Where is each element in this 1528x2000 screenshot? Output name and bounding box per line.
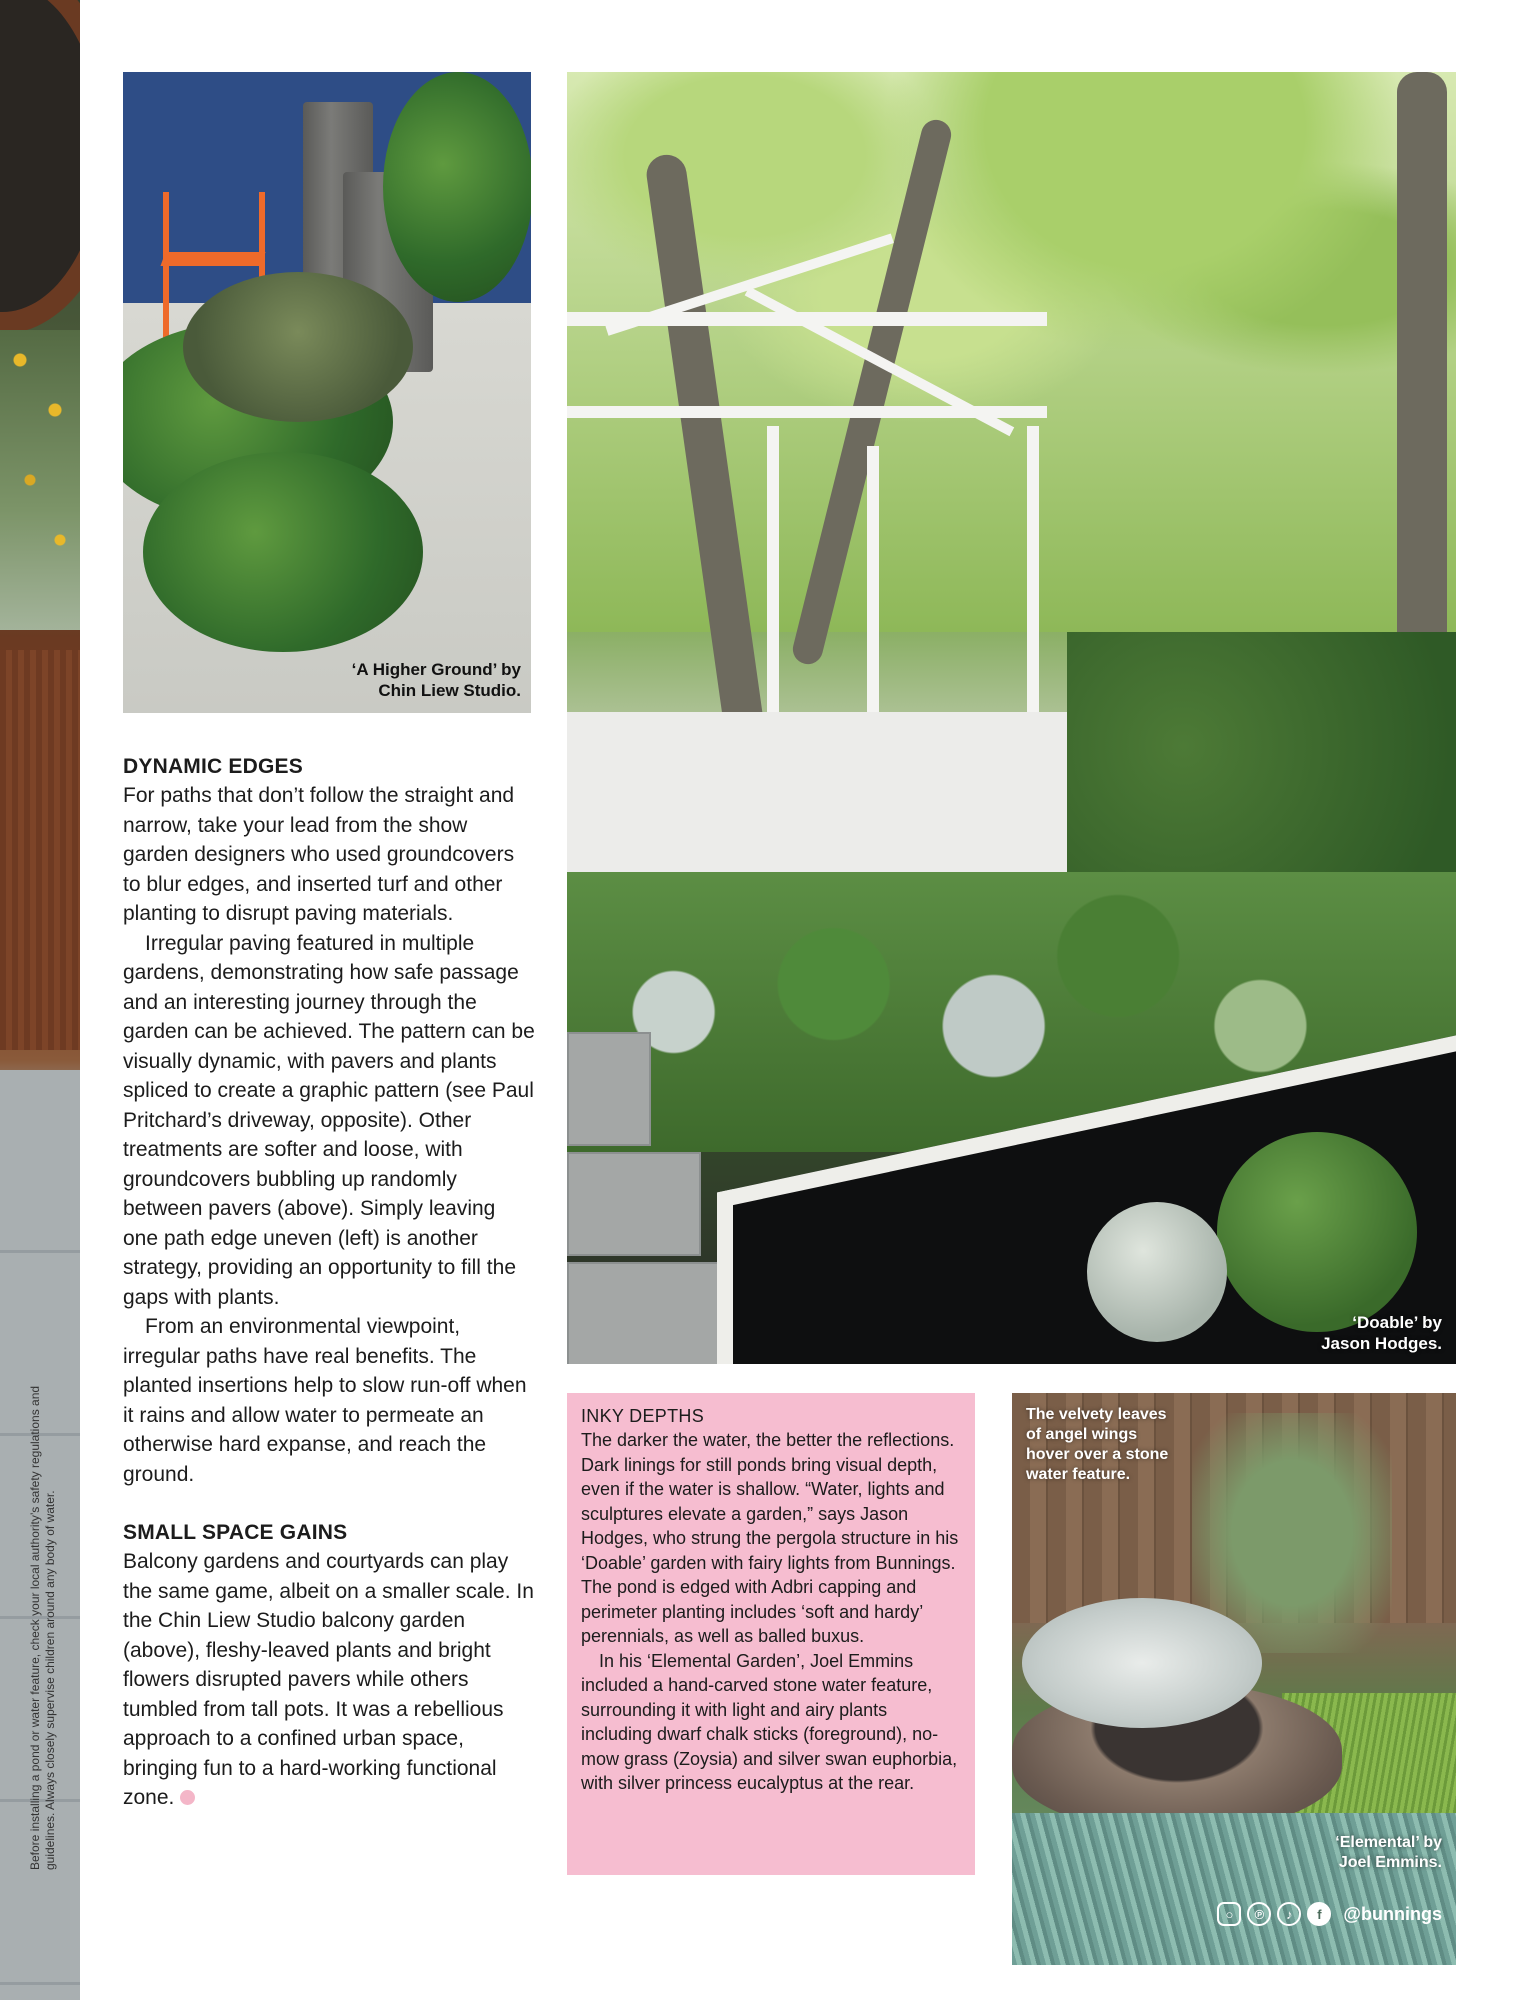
white-pergola (567, 312, 1047, 746)
angel-wings-leaves (1022, 1598, 1262, 1728)
heading-small-space-gains: SMALL SPACE GAINS (123, 1521, 348, 1544)
social-footer (1217, 1902, 1480, 1926)
paragraph: The darker the water, the better the reflections. Dark linings for still ponds bring visual depth, even if the water is shallow. “Water, lights and sculptures elevate a garden,” says Jason Hodges, who strung the pergola structure in his ‘Doable’ garden with fairy lights from Bunnings. The pond is edged with Adbri capping and perimeter planting includes ‘soft and hardy’ perennials, as well as balled buxus. (581, 1430, 959, 1646)
paragraph: For paths that don’t follow the straight and narrow, take your lead from the show garden designers who used groundcovers to blur edges, and inserted turf and other planting to disrupt paving materials. (123, 784, 515, 925)
left-column-article (123, 752, 535, 1813)
social-handle[interactable]: @bunnings (1343, 1903, 1442, 1924)
photo-doable (567, 72, 1456, 1364)
end-of-article-dot (180, 1790, 195, 1805)
instagram-icon[interactable]: ○ (1217, 1902, 1241, 1926)
caption-higher-ground: ‘A Higher Ground’ by Chin Liew Studio. (351, 660, 521, 700)
caption-doable: ‘Doable’ by Jason Hodges. (1321, 1313, 1442, 1353)
page-number: 37 (1459, 1903, 1480, 1924)
inky-depths-panel (567, 1393, 975, 1875)
photo-elemental (1012, 1393, 1456, 1965)
photo-higher-ground (123, 72, 531, 713)
heading-inky-depths: INKY DEPTHS (581, 1406, 704, 1426)
paragraph-with-end-mark: Balcony gardens and courtyards can play the same game, albeit on a smaller scale. In the Chin Liew Studio balcony garden (above), fleshy-leaved plants and bright flowers disrupted pavers while others tumbled from tall pots. It was a rebellious approach to a confined urban space, bringing fun to a hard-working functional zone. (123, 1550, 534, 1809)
tiktok-icon[interactable]: ♪ (1277, 1902, 1301, 1926)
facebook-icon[interactable]: f (1307, 1902, 1331, 1926)
caption-velvety-leaves: The velvety leaves of angel wings hover over a stone water feature. (1026, 1406, 1169, 1483)
heading-dynamic-edges: DYNAMIC EDGES (123, 755, 303, 778)
paragraph: From an environmental viewpoint, irregular paths have real benefits. The planted insertions help to slow run-off when it rains and allow water to permeate an otherwise hard expanse, and reach the ground. (123, 1315, 527, 1486)
paragraph: In his ‘Elemental Garden’, Joel Emmins included a hand-carved stone water feature, surrounding it with light and airy plants including dwarf chalk sticks (foreground), no-mow grass (Zoysia) and silver swan euphorbia, with silver princess eucalyptus at the rear. (581, 1650, 958, 1793)
paragraph: Irregular paving featured in multiple gardens, demonstrating how safe passage and an interesting journey through the garden can be achieved. The pattern can be visually dynamic, with pavers and plants spliced to create a graphic pattern (see Paul Pritchard’s driveway, opposite). Other treatments are softer and loose, with groundcovers bubbling up randomly between pavers (above). Simply leaving one path edge uneven (left) is another strategy, providing an opportunity to fill the gaps with plants. (123, 931, 535, 1309)
safety-disclaimer: Before installing a pond or water feature, check your local authority’s safety regulations and guidelines. Always closely supervise children around any body of water. (28, 1385, 57, 1870)
pinterest-icon[interactable]: ℗ (1247, 1902, 1271, 1926)
caption-elemental: ‘Elemental’ by Joel Emmins. (1335, 1834, 1442, 1871)
